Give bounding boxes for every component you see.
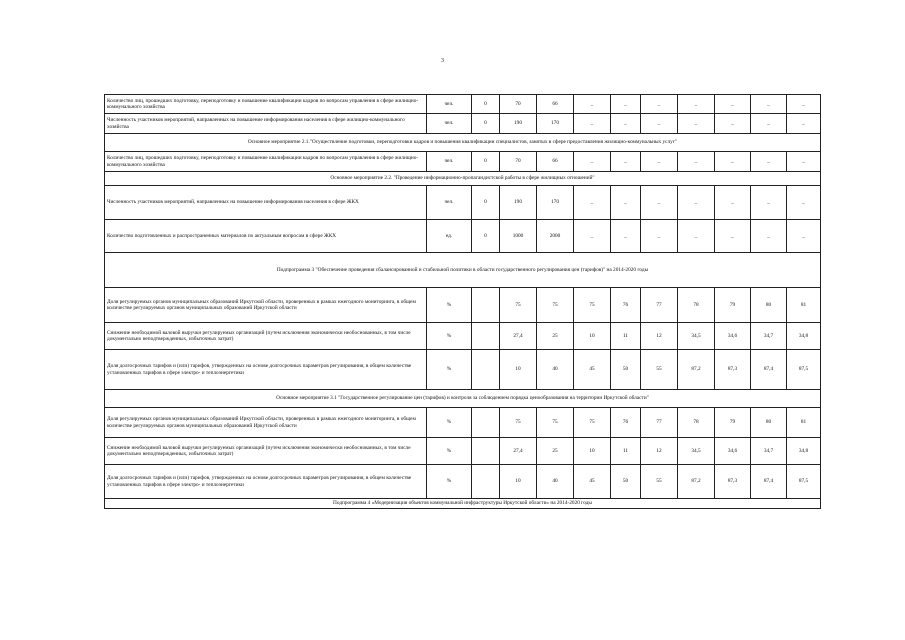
value-cell: 2000 [537,220,574,253]
section-row [105,253,821,288]
value-cell: 34,8 [787,438,821,465]
indicator-name: Снижение необходимой валовой выручки регулируемых организаций (путем исключения экономически необоснованных, в том числе документально неподтвержденных, избыточных затрат) [105,438,427,465]
value-cell: 34,6 [715,323,751,350]
value-cell: 25 [537,438,574,465]
value-cell: 40 [537,465,574,499]
unit-cell: чел. [427,186,472,220]
value-cell: 25 [537,323,574,350]
unit-cell: чел. [427,95,472,114]
value-cell: 34,7 [751,438,787,465]
table-row [105,95,821,114]
value-cell: 75 [574,288,611,323]
value-cell: 87,3 [715,350,751,390]
value-cell: 0 [472,186,500,220]
empty-cell [472,350,500,390]
value-cell: 70 [500,152,537,172]
value-cell: 170 [537,186,574,220]
value-cell: 0 [472,95,500,114]
value-cell: 0 [472,152,500,172]
value-cell: 70 [500,95,537,114]
section-row [105,134,821,152]
value-cell: _ [751,186,787,220]
value-cell: 34,7 [751,323,787,350]
table-row [105,220,821,253]
value-cell: _ [678,186,715,220]
value-cell: _ [611,95,641,114]
value-cell: _ [715,186,751,220]
unit-cell: % [427,408,472,438]
empty-cell [472,288,500,323]
value-cell: 190 [500,186,537,220]
value-cell: 77 [641,288,678,323]
value-cell: _ [678,95,715,114]
indicator-name: Доля регулируемых органов муниципальных образований Иркутской области, проверенных в рамках ежегодного мониторинга, в общем количестве регулируемых органов муниципальных образований Иркутской области [105,408,427,438]
section-heading: Основное мероприятие 2.1."Осуществление подготовки, переподготовки кадров и повышения квалификации специалистов, занятых в сфере предоставления жилищно-коммунальных услуг" [105,134,821,152]
unit-cell: % [427,288,472,323]
section-heading: Подпрограмма 3 "Обеспечение проведения сбалансированной и стабильной политики в области государственного регулирования цен (тарифов)" на 2014-2020 годы [105,253,821,288]
page-number: 3 [441,58,444,64]
indicator-name: Количество лиц, прошедших подготовку, переподготовку и повышение квалификации кадров по вопросам управления в сфере жилищно-коммунального хозяйства [105,95,427,114]
value-cell: _ [715,95,751,114]
value-cell: 34,5 [678,323,715,350]
indicator-name: Снижение необходимой валовой выручки регулируемых организаций (путем исключения экономически необоснованных, в том числе документально неподтвержденных, избыточных затрат) [105,323,427,350]
value-cell: 87,5 [787,465,821,499]
indicator-name: Численность участников мероприятий, направленных на повышение информирования населения в сфере жилищно-коммунального хозяйства [105,114,427,134]
value-cell: 12 [641,323,678,350]
value-cell: 55 [641,465,678,499]
table-row [105,408,821,438]
value-cell: _ [611,186,641,220]
value-cell: _ [641,152,678,172]
value-cell: 79 [715,288,751,323]
value-cell: 80 [751,408,787,438]
value-cell: 45 [574,350,611,390]
unit-cell: чел. [427,114,472,134]
indicator-name: Доля долгосрочных тарифов и (или) тарифов, утвержденных на основе долгосрочных параметров регулирования, в общем количестве установленных тарифов в сфере электро- и теплоэнергетики [105,465,427,499]
value-cell: _ [751,220,787,253]
value-cell: _ [574,152,611,172]
value-cell: 77 [641,408,678,438]
section-row [105,172,821,186]
value-cell: _ [678,114,715,134]
value-cell: 78 [678,288,715,323]
value-cell: 80 [751,288,787,323]
value-cell: 10 [574,438,611,465]
value-cell: 75 [537,408,574,438]
value-cell: 66 [537,152,574,172]
value-cell: 79 [715,408,751,438]
indicators-table [104,94,821,509]
indicator-name: Доля регулируемых органов муниципальных образований Иркутской области, проверенных в рамках ежегодного мониторинга, в общем количестве регулируемых органов муниципальных образований Иркутской области [105,288,427,323]
value-cell: 0 [472,220,500,253]
value-cell: _ [787,186,821,220]
table-row [105,350,821,390]
value-cell: 76 [611,288,641,323]
value-cell: _ [751,95,787,114]
value-cell: _ [678,152,715,172]
section-heading: Основное мероприятие 2.2. "Проведение информационно-пропагандистской работы в сфере жилищных отношений" [105,172,821,186]
value-cell: _ [574,95,611,114]
value-cell: _ [751,114,787,134]
value-cell: _ [787,114,821,134]
value-cell: _ [715,152,751,172]
table-row [105,465,821,499]
section-row [105,499,821,509]
value-cell: 75 [500,288,537,323]
value-cell: 81 [787,408,821,438]
empty-cell [472,438,500,465]
value-cell: 0 [472,114,500,134]
value-cell: 87,4 [751,350,787,390]
value-cell: _ [611,152,641,172]
value-cell: 76 [611,408,641,438]
value-cell: 75 [537,288,574,323]
value-cell: _ [641,95,678,114]
value-cell: _ [678,220,715,253]
value-cell: 50 [611,350,641,390]
value-cell: 12 [641,438,678,465]
section-heading: Основное мероприятие 3.1 "Государственное регулирование цен (тарифов) и контроля за соблюдением порядка ценообразования на территории Иркутской области" [105,390,821,408]
value-cell: 34,6 [715,438,751,465]
section-heading: Подпрограмма 4 «Модернизация объектов коммунальной инфраструктуры Иркутской области» на 2014-2020 годы [105,499,821,509]
table-row [105,152,821,172]
value-cell: 45 [574,465,611,499]
value-cell: 34,8 [787,323,821,350]
value-cell: _ [715,220,751,253]
indicator-name: Количество подготовленных и распространенных материалов по актуальным вопросам в сфере ЖКХ [105,220,427,253]
value-cell: 81 [787,288,821,323]
value-cell: _ [611,114,641,134]
value-cell: _ [715,114,751,134]
value-cell: 75 [500,408,537,438]
value-cell: 10 [574,323,611,350]
value-cell: _ [641,220,678,253]
value-cell: _ [751,152,787,172]
empty-cell [472,323,500,350]
unit-cell: чел. [427,152,472,172]
value-cell: 27,4 [500,438,537,465]
value-cell: 87,2 [678,465,715,499]
value-cell: _ [787,95,821,114]
indicator-name: Количество лиц, прошедших подготовку, переподготовку и повышение квалификации кадров по вопросам управления в сфере жилищно-коммунального хозяйства [105,152,427,172]
value-cell: 66 [537,95,574,114]
unit-cell: % [427,465,472,499]
section-row [105,390,821,408]
value-cell: 190 [500,114,537,134]
value-cell: 11 [611,438,641,465]
value-cell: _ [787,220,821,253]
value-cell: _ [641,186,678,220]
value-cell: _ [574,186,611,220]
value-cell: _ [641,114,678,134]
value-cell: 11 [611,323,641,350]
value-cell: 87,5 [787,350,821,390]
value-cell: 170 [537,114,574,134]
value-cell: 34,5 [678,438,715,465]
value-cell: _ [787,152,821,172]
value-cell: _ [611,220,641,253]
value-cell: _ [574,220,611,253]
empty-cell [472,465,500,499]
indicator-name: Численность участников мероприятий, направленных на повышение информирования населения в сфере ЖКХ [105,186,427,220]
value-cell: 40 [537,350,574,390]
value-cell: 10 [500,350,537,390]
unit-cell: % [427,323,472,350]
unit-cell: % [427,350,472,390]
value-cell: 55 [641,350,678,390]
unit-cell: % [427,438,472,465]
value-cell: 1000 [500,220,537,253]
value-cell: 75 [574,408,611,438]
indicator-name: Доля долгосрочных тарифов и (или) тарифов, утвержденных на основе долгосрочных параметров регулирования, в общем количестве установленных тарифов в сфере электро- и теплоэнергетики [105,350,427,390]
table-row [105,288,821,323]
value-cell: 10 [500,465,537,499]
value-cell: 78 [678,408,715,438]
table-row [105,114,821,134]
table-row [105,438,821,465]
unit-cell: ед. [427,220,472,253]
value-cell: 50 [611,465,641,499]
table-row [105,323,821,350]
value-cell: _ [574,114,611,134]
table-row [105,186,821,220]
value-cell: 27,4 [500,323,537,350]
value-cell: 87,2 [678,350,715,390]
empty-cell [472,408,500,438]
value-cell: 87,4 [751,465,787,499]
value-cell: 87,3 [715,465,751,499]
